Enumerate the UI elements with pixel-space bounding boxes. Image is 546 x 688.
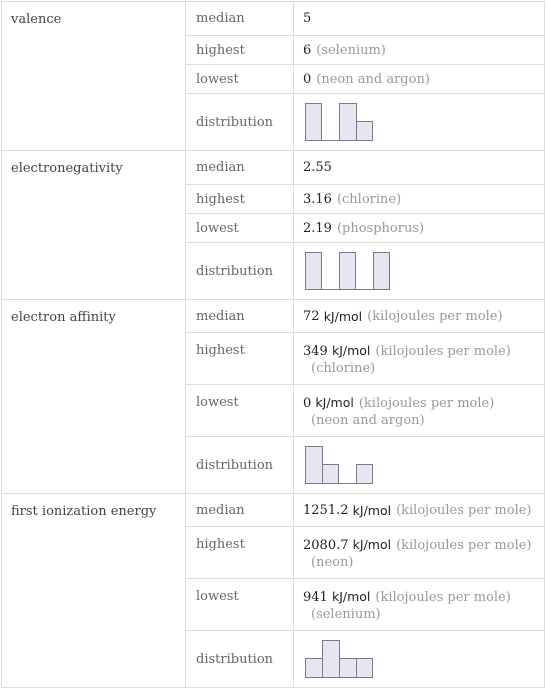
highest-value: 3.16	[303, 191, 332, 207]
sub-label-highest: highest	[196, 537, 245, 552]
lowest-note: (selenium)	[311, 607, 381, 622]
histogram-bar	[340, 253, 356, 290]
lowest-value: 2.19	[303, 220, 332, 236]
median-unit: kJ/mol	[323, 308, 363, 324]
distribution-histogram	[303, 637, 393, 681]
table-row	[2, 151, 545, 185]
sub-label-lowest: lowest	[196, 71, 239, 87]
distribution-histogram	[303, 100, 393, 144]
property-name: valence	[2, 2, 186, 151]
highest-unit-note: (kilojoules per mole)	[375, 344, 511, 359]
histogram-bar	[340, 104, 357, 141]
highest-unit: kJ/mol	[352, 537, 392, 552]
property-name: electron affinity	[2, 300, 186, 494]
lowest-note: (neon and argon)	[316, 71, 430, 87]
sub-label-median: median	[196, 308, 245, 324]
sub-label-highest: highest	[196, 191, 245, 207]
properties-table	[1, 1, 545, 688]
lowest-value: 941	[303, 590, 328, 605]
median-value: 1251.2	[303, 502, 349, 518]
histogram-bar	[306, 447, 323, 484]
histogram-bar	[357, 122, 373, 141]
histogram-bar	[357, 659, 373, 678]
histogram-bar	[374, 253, 390, 290]
median-value: 2.55	[303, 160, 332, 175]
highest-note: (neon)	[311, 555, 354, 570]
sub-label-median: median	[196, 11, 245, 26]
lowest-note: (neon and argon)	[311, 413, 425, 428]
histogram-bar	[340, 659, 357, 678]
sub-label-lowest: lowest	[196, 220, 239, 236]
table-row	[2, 2, 545, 36]
median-unit: kJ/mol	[352, 502, 392, 518]
sub-label-distribution: distribution	[196, 651, 274, 667]
highest-note: (chlorine)	[336, 191, 402, 207]
sub-label-highest: highest	[196, 42, 245, 58]
property-name: first ionization energy	[2, 494, 186, 688]
sub-label-lowest: lowest	[196, 395, 239, 410]
lowest-unit-note: (kilojoules per mole)	[358, 396, 495, 411]
sub-label-distribution: distribution	[196, 263, 274, 279]
property-name: electronegativity	[2, 151, 186, 300]
table-row	[2, 494, 545, 527]
sub-label-distribution: distribution	[196, 457, 274, 473]
lowest-note: (phosphorus)	[336, 220, 425, 236]
highest-value: 6	[303, 42, 312, 58]
sub-label-median: median	[196, 160, 245, 175]
lowest-unit: kJ/mol	[331, 589, 371, 604]
median-value: 5	[303, 11, 312, 26]
distribution-histogram	[303, 443, 393, 487]
highest-value: 349	[303, 344, 328, 359]
histogram-bar	[306, 253, 322, 290]
histogram-bar	[357, 465, 373, 484]
sub-label-distribution: distribution	[196, 114, 274, 130]
sub-label-lowest: lowest	[196, 589, 239, 604]
sub-label-highest: highest	[196, 343, 245, 358]
sub-label-median: median	[196, 502, 245, 518]
lowest-unit-note: (kilojoules per mole)	[375, 590, 511, 605]
highest-unit-note: (kilojoules per mole)	[396, 538, 532, 553]
histogram-bar	[323, 641, 340, 678]
table-row	[2, 300, 545, 333]
lowest-value: 0	[303, 396, 312, 411]
median-unit-note: (kilojoules per mole)	[367, 308, 503, 324]
highest-note: (chlorine)	[311, 361, 376, 376]
lowest-unit: kJ/mol	[315, 395, 354, 410]
histogram-bar	[323, 465, 339, 484]
highest-value: 2080.7	[303, 538, 349, 553]
histogram-bar	[306, 104, 322, 141]
highest-note: (selenium)	[316, 42, 386, 58]
lowest-value: 0	[303, 71, 312, 87]
highest-unit: kJ/mol	[331, 343, 371, 358]
histogram-bar	[306, 659, 323, 678]
median-unit-note: (kilojoules per mole)	[396, 502, 532, 518]
distribution-histogram	[303, 249, 393, 293]
median-value: 72	[303, 308, 320, 324]
